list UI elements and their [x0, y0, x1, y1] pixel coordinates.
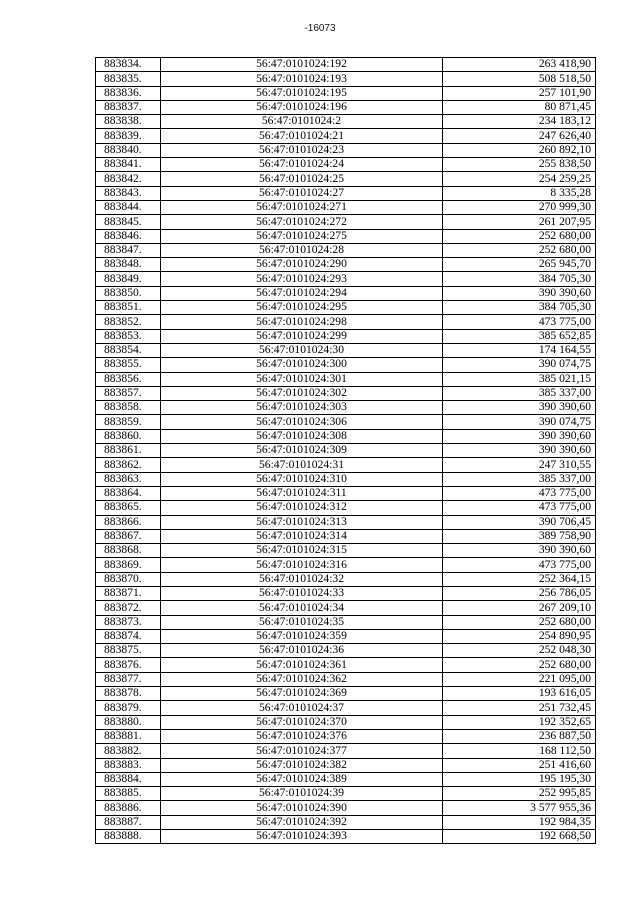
cadastral-number-cell: 56:47:0101024:376: [161, 729, 443, 743]
table-row: [96, 86, 596, 100]
table-row: [96, 715, 596, 729]
data-table: [95, 57, 596, 844]
value-cell: 385 652,85: [443, 329, 596, 343]
row-number-cell: 883836.: [96, 86, 161, 100]
row-number-cell: 883861.: [96, 444, 161, 458]
cadastral-number-cell: 56:47:0101024:309: [161, 444, 443, 458]
value-cell: 221 095,00: [443, 672, 596, 686]
row-number-cell: 883852.: [96, 315, 161, 329]
row-number-cell: 883850.: [96, 286, 161, 300]
row-number-cell: 883859.: [96, 415, 161, 429]
cadastral-number-cell: 56:47:0101024:21: [161, 129, 443, 143]
row-number-cell: 883866.: [96, 515, 161, 529]
cadastral-number-cell: 56:47:0101024:310: [161, 472, 443, 486]
table-row: [96, 486, 596, 500]
value-cell: 385 337,00: [443, 472, 596, 486]
cadastral-number-cell: 56:47:0101024:23: [161, 143, 443, 157]
cadastral-number-cell: 56:47:0101024:39: [161, 787, 443, 801]
table-row: [96, 444, 596, 458]
cadastral-number-cell: 56:47:0101024:392: [161, 815, 443, 829]
cadastral-number-cell: 56:47:0101024:369: [161, 687, 443, 701]
value-cell: 389 758,90: [443, 529, 596, 543]
table-row: [96, 401, 596, 415]
table-row: [96, 644, 596, 658]
cadastral-number-cell: 56:47:0101024:28: [161, 243, 443, 257]
table-row: [96, 100, 596, 114]
cadastral-number-cell: 56:47:0101024:275: [161, 229, 443, 243]
table-row: [96, 58, 596, 72]
value-cell: 384 705,30: [443, 272, 596, 286]
row-number-cell: 883847.: [96, 243, 161, 257]
row-number-cell: 883888.: [96, 830, 161, 844]
cadastral-number-cell: 56:47:0101024:377: [161, 744, 443, 758]
value-cell: 473 775,00: [443, 558, 596, 572]
value-cell: 265 945,70: [443, 258, 596, 272]
cadastral-number-cell: 56:47:0101024:294: [161, 286, 443, 300]
table-row: [96, 544, 596, 558]
table-row: [96, 815, 596, 829]
row-number-cell: 883871.: [96, 586, 161, 600]
cadastral-number-cell: 56:47:0101024:301: [161, 372, 443, 386]
cadastral-number-cell: 56:47:0101024:315: [161, 544, 443, 558]
table-row: [96, 258, 596, 272]
table-row: [96, 358, 596, 372]
value-cell: 234 183,12: [443, 115, 596, 129]
table-row: [96, 586, 596, 600]
row-number-cell: 883869.: [96, 558, 161, 572]
value-cell: 390 074,75: [443, 358, 596, 372]
value-cell: 261 207,95: [443, 215, 596, 229]
row-number-cell: 883877.: [96, 672, 161, 686]
row-number-cell: 883862.: [96, 458, 161, 472]
table-row: [96, 143, 596, 157]
cadastral-number-cell: 56:47:0101024:195: [161, 86, 443, 100]
value-cell: 255 838,50: [443, 158, 596, 172]
cadastral-number-cell: 56:47:0101024:314: [161, 529, 443, 543]
row-number-cell: 883879.: [96, 701, 161, 715]
row-number-cell: 883837.: [96, 100, 161, 114]
cadastral-number-cell: 56:47:0101024:393: [161, 830, 443, 844]
value-cell: 260 892,10: [443, 143, 596, 157]
cadastral-number-cell: 56:47:0101024:390: [161, 801, 443, 815]
value-cell: 256 786,05: [443, 586, 596, 600]
row-number-cell: 883880.: [96, 715, 161, 729]
cadastral-number-cell: 56:47:0101024:196: [161, 100, 443, 114]
cadastral-number-cell: 56:47:0101024:34: [161, 601, 443, 615]
value-cell: 473 775,00: [443, 315, 596, 329]
value-cell: 247 626,40: [443, 129, 596, 143]
value-cell: 252 048,30: [443, 644, 596, 658]
cadastral-number-cell: 56:47:0101024:2: [161, 115, 443, 129]
value-cell: 192 984,35: [443, 815, 596, 829]
table-row: [96, 115, 596, 129]
value-cell: 251 732,45: [443, 701, 596, 715]
value-cell: 192 352,65: [443, 715, 596, 729]
table-row: [96, 329, 596, 343]
value-cell: 8 335,28: [443, 186, 596, 200]
value-cell: 251 416,60: [443, 758, 596, 772]
cadastral-number-cell: 56:47:0101024:362: [161, 672, 443, 686]
cadastral-number-cell: 56:47:0101024:312: [161, 501, 443, 515]
value-cell: 508 518,50: [443, 72, 596, 86]
row-number-cell: 883841.: [96, 158, 161, 172]
value-cell: 80 871,45: [443, 100, 596, 114]
value-cell: 193 616,05: [443, 687, 596, 701]
value-cell: 252 680,00: [443, 229, 596, 243]
table-row: [96, 658, 596, 672]
cadastral-number-cell: 56:47:0101024:37: [161, 701, 443, 715]
cadastral-number-cell: 56:47:0101024:302: [161, 386, 443, 400]
value-cell: 247 310,55: [443, 458, 596, 472]
table-row: [96, 672, 596, 686]
row-number-cell: 883865.: [96, 501, 161, 515]
table-row: [96, 787, 596, 801]
table-row: [96, 501, 596, 515]
cadastral-number-cell: 56:47:0101024:271: [161, 200, 443, 214]
value-cell: 252 680,00: [443, 658, 596, 672]
row-number-cell: 883855.: [96, 358, 161, 372]
table-row: [96, 558, 596, 572]
cadastral-number-cell: 56:47:0101024:272: [161, 215, 443, 229]
row-number-cell: 883848.: [96, 258, 161, 272]
value-cell: 254 890,95: [443, 629, 596, 643]
row-number-cell: 883851.: [96, 301, 161, 315]
table-row: [96, 172, 596, 186]
value-cell: 384 705,30: [443, 301, 596, 315]
table-row: [96, 729, 596, 743]
row-number-cell: 883881.: [96, 729, 161, 743]
table-row: [96, 458, 596, 472]
value-cell: 390 390,60: [443, 401, 596, 415]
cadastral-number-cell: 56:47:0101024:311: [161, 486, 443, 500]
cadastral-number-cell: 56:47:0101024:24: [161, 158, 443, 172]
value-cell: 257 101,90: [443, 86, 596, 100]
value-cell: 390 390,60: [443, 429, 596, 443]
table-row: [96, 601, 596, 615]
row-number-cell: 883872.: [96, 601, 161, 615]
cadastral-number-cell: 56:47:0101024:316: [161, 558, 443, 572]
value-cell: 390 390,60: [443, 444, 596, 458]
row-number-cell: 883885.: [96, 787, 161, 801]
cadastral-number-cell: 56:47:0101024:298: [161, 315, 443, 329]
row-number-cell: 883887.: [96, 815, 161, 829]
value-cell: 252 680,00: [443, 243, 596, 257]
cadastral-number-cell: 56:47:0101024:293: [161, 272, 443, 286]
cadastral-number-cell: 56:47:0101024:306: [161, 415, 443, 429]
cadastral-number-cell: 56:47:0101024:300: [161, 358, 443, 372]
cadastral-number-cell: 56:47:0101024:31: [161, 458, 443, 472]
row-number-cell: 883884.: [96, 772, 161, 786]
table-row: [96, 830, 596, 844]
row-number-cell: 883875.: [96, 644, 161, 658]
cadastral-number-cell: 56:47:0101024:313: [161, 515, 443, 529]
row-number-cell: 883874.: [96, 629, 161, 643]
table-row: [96, 129, 596, 143]
cadastral-number-cell: 56:47:0101024:370: [161, 715, 443, 729]
value-cell: 168 112,50: [443, 744, 596, 758]
table-row: [96, 515, 596, 529]
page-number: -16073: [304, 23, 336, 34]
value-cell: 267 209,10: [443, 601, 596, 615]
row-number-cell: 883858.: [96, 401, 161, 415]
value-cell: 252 680,00: [443, 615, 596, 629]
table-row: [96, 744, 596, 758]
table-row: [96, 158, 596, 172]
row-number-cell: 883835.: [96, 72, 161, 86]
cadastral-number-cell: 56:47:0101024:382: [161, 758, 443, 772]
cadastral-number-cell: 56:47:0101024:389: [161, 772, 443, 786]
table-row: [96, 272, 596, 286]
table-row: [96, 801, 596, 815]
value-cell: 270 999,30: [443, 200, 596, 214]
value-cell: 390 390,60: [443, 286, 596, 300]
value-cell: 252 995,85: [443, 787, 596, 801]
cadastral-number-cell: 56:47:0101024:30: [161, 343, 443, 357]
table-row: [96, 701, 596, 715]
table-row: [96, 415, 596, 429]
row-number-cell: 883853.: [96, 329, 161, 343]
cadastral-number-cell: 56:47:0101024:295: [161, 301, 443, 315]
row-number-cell: 883840.: [96, 143, 161, 157]
table-row: [96, 229, 596, 243]
row-number-cell: 883878.: [96, 687, 161, 701]
table-row: [96, 758, 596, 772]
value-cell: 390 706,45: [443, 515, 596, 529]
cadastral-number-cell: 56:47:0101024:308: [161, 429, 443, 443]
table-row: [96, 200, 596, 214]
cadastral-number-cell: 56:47:0101024:359: [161, 629, 443, 643]
value-cell: 385 337,00: [443, 386, 596, 400]
row-number-cell: 883849.: [96, 272, 161, 286]
row-number-cell: 883873.: [96, 615, 161, 629]
table-row: [96, 215, 596, 229]
row-number-cell: 883864.: [96, 486, 161, 500]
cadastral-number-cell: 56:47:0101024:290: [161, 258, 443, 272]
value-cell: 473 775,00: [443, 501, 596, 515]
row-number-cell: 883845.: [96, 215, 161, 229]
row-number-cell: 883883.: [96, 758, 161, 772]
table-row: [96, 429, 596, 443]
value-cell: 192 668,50: [443, 830, 596, 844]
table-row: [96, 629, 596, 643]
row-number-cell: 883856.: [96, 372, 161, 386]
row-number-cell: 883843.: [96, 186, 161, 200]
table-row: [96, 386, 596, 400]
row-number-cell: 883868.: [96, 544, 161, 558]
row-number-cell: 883860.: [96, 429, 161, 443]
row-number-cell: 883870.: [96, 572, 161, 586]
row-number-cell: 883846.: [96, 229, 161, 243]
table-row: [96, 529, 596, 543]
row-number-cell: 883886.: [96, 801, 161, 815]
table-row: [96, 186, 596, 200]
value-cell: 254 259,25: [443, 172, 596, 186]
cadastral-number-cell: 56:47:0101024:27: [161, 186, 443, 200]
table-body: [96, 58, 596, 844]
row-number-cell: 883867.: [96, 529, 161, 543]
table-row: [96, 615, 596, 629]
value-cell: 174 164,55: [443, 343, 596, 357]
row-number-cell: 883857.: [96, 386, 161, 400]
row-number-cell: 883839.: [96, 129, 161, 143]
cadastral-number-cell: 56:47:0101024:361: [161, 658, 443, 672]
cadastral-number-cell: 56:47:0101024:303: [161, 401, 443, 415]
table-row: [96, 687, 596, 701]
row-number-cell: 883882.: [96, 744, 161, 758]
cadastral-number-cell: 56:47:0101024:33: [161, 586, 443, 600]
table-row: [96, 372, 596, 386]
row-number-cell: 883834.: [96, 58, 161, 72]
value-cell: 263 418,90: [443, 58, 596, 72]
table-row: [96, 243, 596, 257]
cadastral-number-cell: 56:47:0101024:193: [161, 72, 443, 86]
cadastral-number-cell: 56:47:0101024:25: [161, 172, 443, 186]
table-row: [96, 772, 596, 786]
value-cell: 195 195,30: [443, 772, 596, 786]
cadastral-number-cell: 56:47:0101024:35: [161, 615, 443, 629]
table-row: [96, 343, 596, 357]
value-cell: 390 390,60: [443, 544, 596, 558]
table-row: [96, 72, 596, 86]
row-number-cell: 883844.: [96, 200, 161, 214]
row-number-cell: 883842.: [96, 172, 161, 186]
table-row: [96, 472, 596, 486]
cadastral-number-cell: 56:47:0101024:192: [161, 58, 443, 72]
value-cell: 236 887,50: [443, 729, 596, 743]
row-number-cell: 883876.: [96, 658, 161, 672]
table-row: [96, 301, 596, 315]
table-row: [96, 315, 596, 329]
table-row: [96, 286, 596, 300]
row-number-cell: 883838.: [96, 115, 161, 129]
value-cell: 385 021,15: [443, 372, 596, 386]
value-cell: 473 775,00: [443, 486, 596, 500]
value-cell: 390 074,75: [443, 415, 596, 429]
value-cell: 252 364,15: [443, 572, 596, 586]
cadastral-number-cell: 56:47:0101024:32: [161, 572, 443, 586]
row-number-cell: 883863.: [96, 472, 161, 486]
value-cell: 3 577 955,36: [443, 801, 596, 815]
row-number-cell: 883854.: [96, 343, 161, 357]
cadastral-number-cell: 56:47:0101024:36: [161, 644, 443, 658]
table-row: [96, 572, 596, 586]
cadastral-number-cell: 56:47:0101024:299: [161, 329, 443, 343]
